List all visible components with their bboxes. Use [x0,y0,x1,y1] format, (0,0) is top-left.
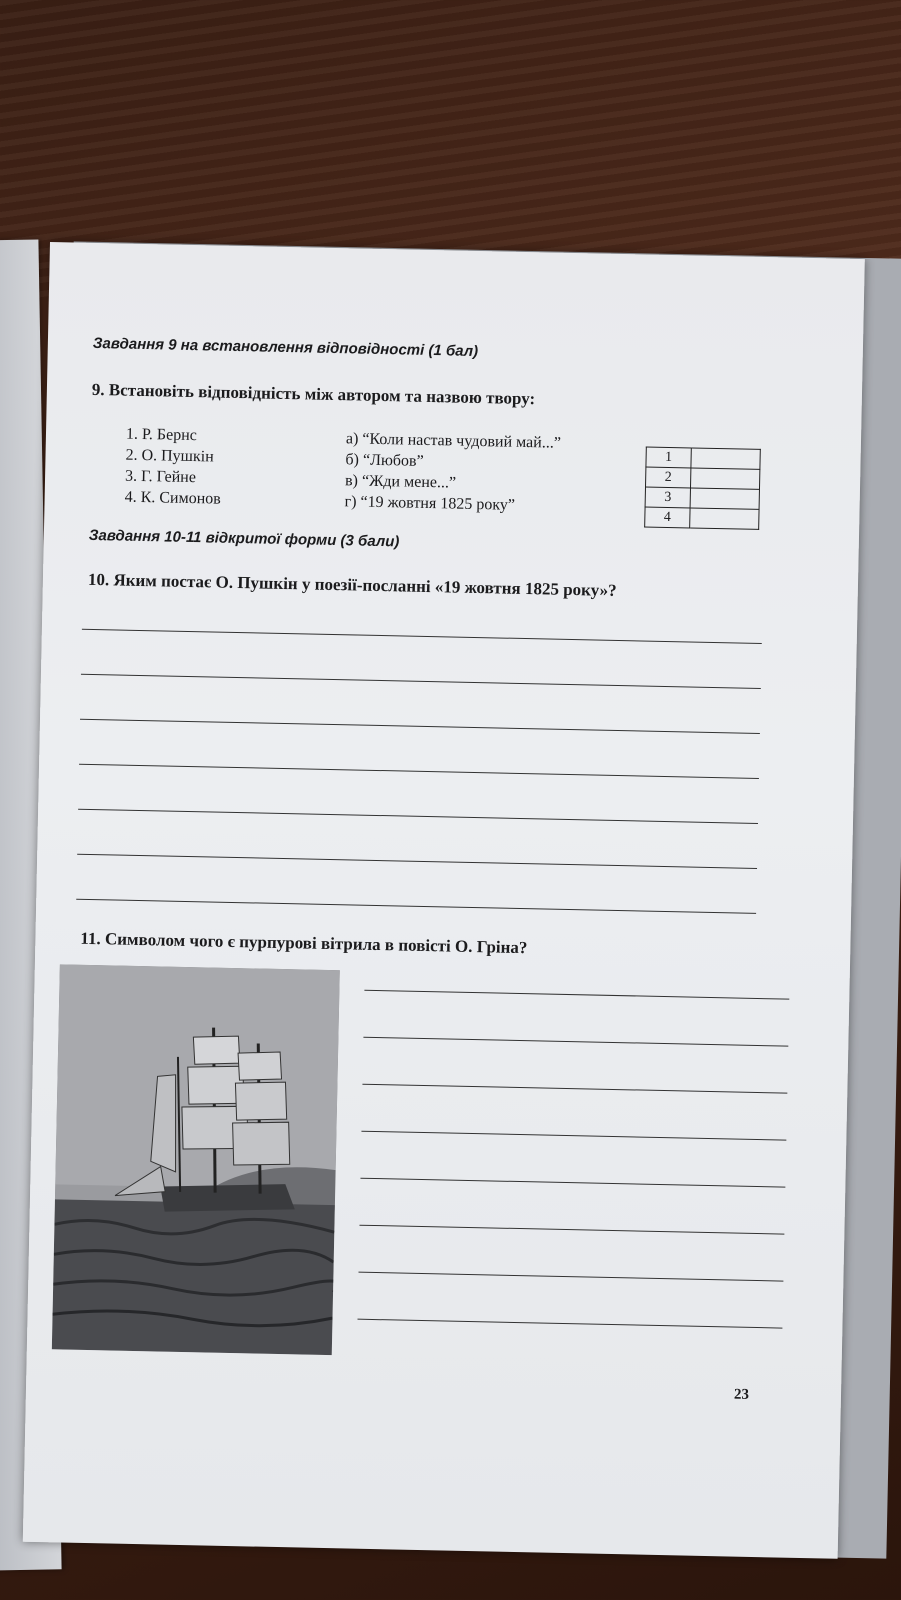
answer-grid-row [645,507,759,529]
answer-line[interactable] [82,629,762,644]
answer-grid [644,447,761,530]
answer-line[interactable] [357,1319,782,1329]
works-list [344,428,561,516]
answer-line[interactable] [80,719,760,734]
answer-line[interactable] [79,764,759,779]
answer-cell[interactable] [690,508,759,529]
answer-grid-row [645,467,759,489]
workbook-page [23,242,865,1559]
answer-grid-number: 1 [646,447,691,468]
ship-illustration [52,964,340,1355]
task10-question: 10. Яким постає О. Пушкін у поезії-посланні «19 жовтня 1825 року»? [87,569,617,600]
answer-line[interactable] [77,854,757,869]
answer-line[interactable] [364,990,789,1000]
authors-list [124,424,222,510]
work-item: г) “19 жовтня 1825 року” [344,493,516,514]
answer-line[interactable] [360,1178,785,1188]
answer-line[interactable] [361,1131,786,1141]
author-item: 2. О. Пушкін [125,446,214,466]
answer-line[interactable] [81,674,761,689]
answer-line[interactable] [76,899,756,914]
task11-question: 11. Символом чого є пурпурові вітрила в повісті О. Гріна? [80,928,528,958]
task9-question: 9. Встановіть відповідність між автором та назвою твору: [91,379,536,409]
answer-grid-row [646,447,760,469]
answer-grid-number: 4 [645,507,690,528]
task9-heading: Завдання 9 на встановлення відповідності (1 бал) [92,334,479,360]
answer-cell[interactable] [690,488,759,509]
answer-grid-number: 2 [645,467,690,488]
work-item: а) “Коли настав чудовий май...” [345,430,562,452]
author-item: 1. Р. Бернс [125,425,198,445]
answer-cell[interactable] [690,468,759,489]
answer-line[interactable] [363,1037,788,1047]
author-item: 3. Г. Гейне [124,467,197,487]
answer-line[interactable] [358,1272,783,1282]
answer-line[interactable] [78,809,758,824]
answer-line[interactable] [362,1084,787,1094]
answer-cell[interactable] [691,448,760,469]
work-item: б) “Любов” [345,451,424,470]
page-number: 23 [733,1386,750,1403]
work-item: в) “Жди мене...” [344,472,457,492]
author-item: 4. К. Симонов [124,488,221,508]
answer-grid-row [645,487,759,509]
task10-11-heading: Завдання 10-11 відкритої форми (3 бали) [88,526,400,551]
answer-line[interactable] [359,1225,784,1235]
answer-grid-number: 3 [645,487,690,508]
